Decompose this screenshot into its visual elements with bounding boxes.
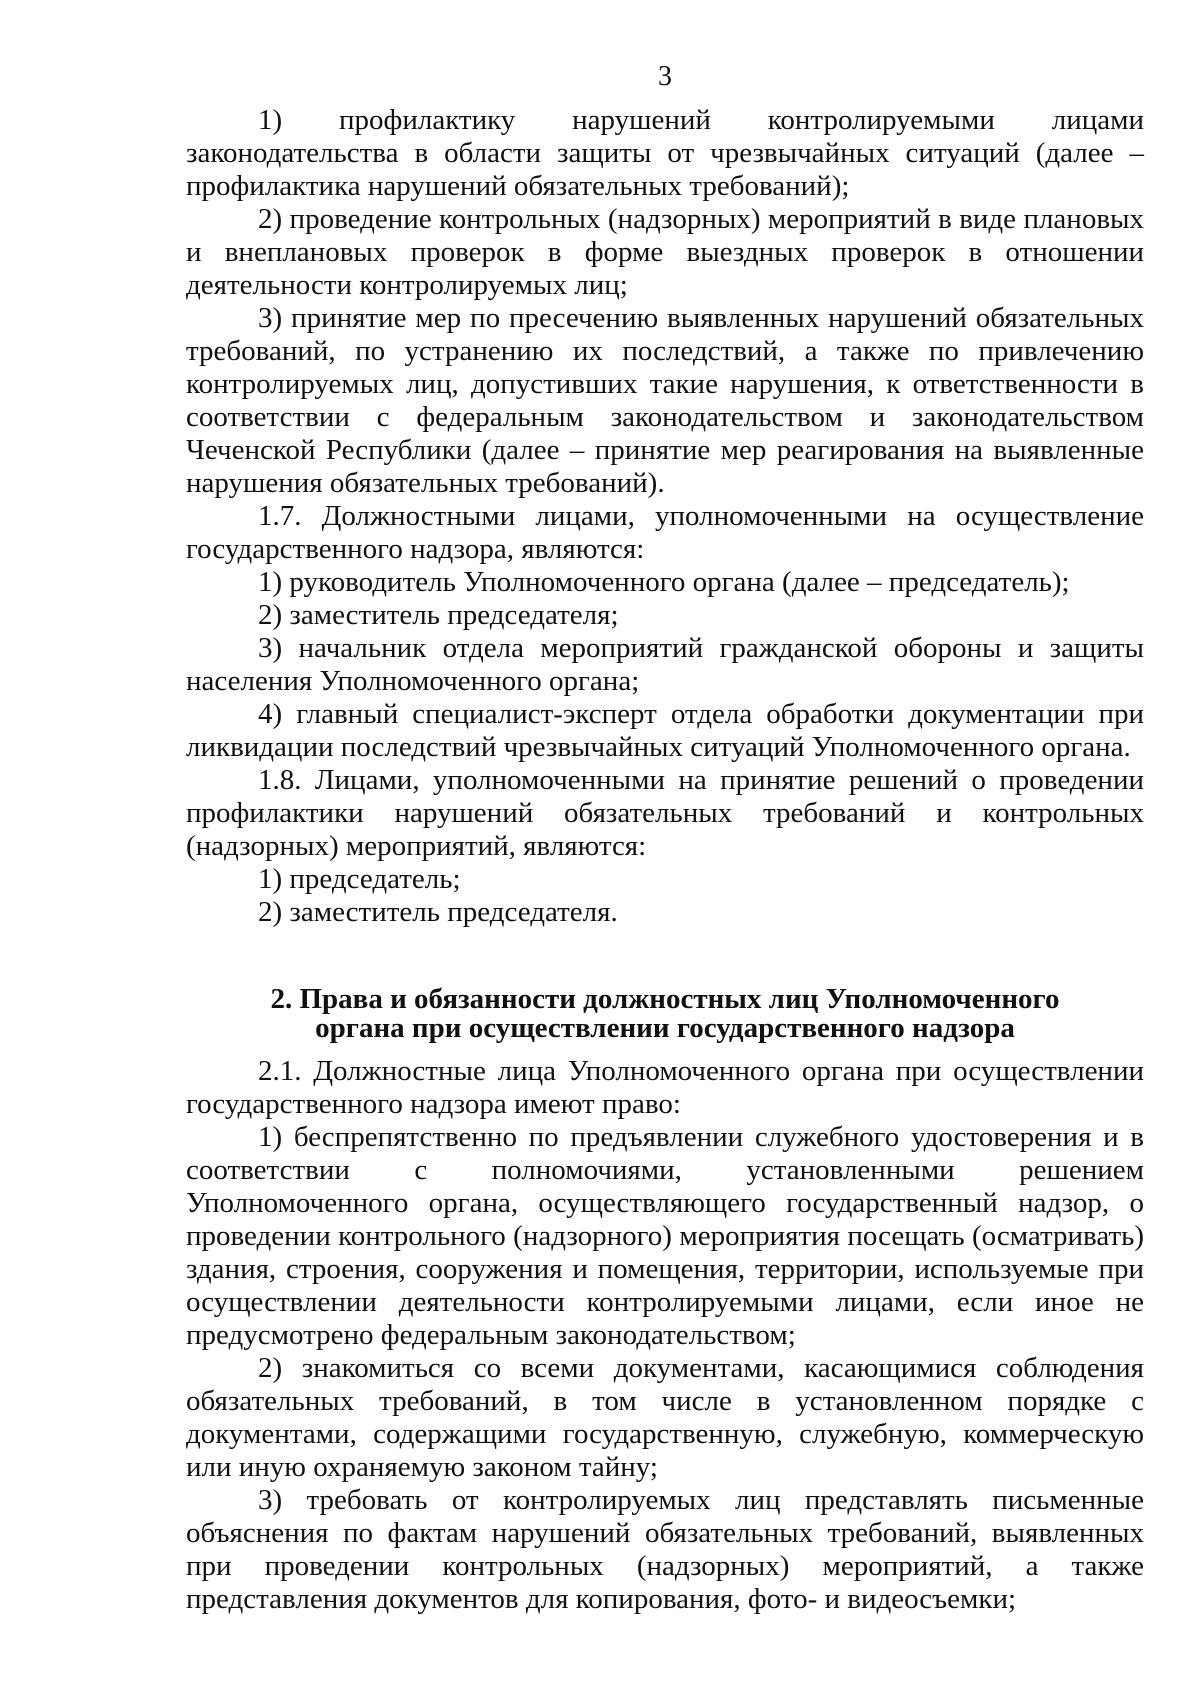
paragraph-1-7-item-3: 3) начальник отдела мероприятий гражданской обороны и защиты населения Уполномоченного органа; (186, 632, 1144, 697)
paragraph-1-7-item-1: 1) руководитель Уполномоченного органа (далее – председатель); (258, 566, 1070, 598)
paragraph-1-8: 1.8. Лицами, уполномоченными на принятие решений о проведении профилактики нарушений обязательных требований и контрольных (надзорных) мероприятий, являются: (186, 764, 1144, 862)
paragraph-1-8-item-1: 1) председатель; (258, 863, 461, 895)
paragraph-2-1: 2.1. Должностные лица Уполномоченного органа при осуществлении государственного надзора имеют право: (186, 1055, 1144, 1120)
paragraph-1-7-item-4: 4) главный специалист-эксперт отдела обработки документации при ликвидации последствий чрезвычайных ситуаций Уполномоченного органа. (186, 698, 1144, 763)
section-heading (186, 985, 1144, 1043)
paragraph-1-6-item-2: 2) проведение контрольных (надзорных) мероприятий в виде плановых и внеплановых проверок в форме выездных проверок в отношении деятельности контролируемых лиц; (186, 203, 1144, 301)
paragraph-1-8-item-2: 2) заместитель председателя. (258, 896, 618, 928)
paragraph-1-6-item-1: 1) профилактику нарушений контролируемыми лицами законодательства в области защиты от чрезвычайных ситуаций (далее – профилактика нарушений обязательных требований); (186, 104, 1144, 202)
document-body (186, 104, 1144, 1616)
paragraph-2-1-item-1: 1) беспрепятственно по предъявлении служебного удостоверения и в соответствии с полномочиями, установленными решением Уполномоченного органа, осуществляющего государственный надзор, о проведении контрольного (надзорного) мероприятия посещать (осматривать) здания, строения, сооружения и помещения, территории, используемые при осуществлении деятельности контролируемыми лицами, если иное не предусмотрено федеральным законодательством; (186, 1121, 1144, 1351)
page-number: 3 (658, 61, 672, 92)
paragraph-2-1-item-3: 3) требовать от контролируемых лиц представлять письменные объяснения по фактам нарушений обязательных требований, выявленных при проведении контрольных (надзорных) мероприятий, а также представления документов для копирования, фото- и видеосъемки; (186, 1484, 1144, 1615)
paragraph-2-1-item-2: 2) знакомиться со всеми документами, касающимися соблюдения обязательных требований, в том числе в установленном порядке с документами, содержащими государственную, служебную, коммерческую или иную охраняемую законом тайну; (186, 1352, 1144, 1483)
paragraph-1-7-item-2: 2) заместитель председателя; (258, 599, 619, 631)
paragraph-1-7: 1.7. Должностными лицами, уполномоченными на осуществление государственного надзора, являются: (186, 500, 1144, 565)
section-heading-line-2: органа при осуществлении государственного надзора (315, 1012, 1015, 1044)
section-heading-line-1: 2. Права и обязанности должностных лиц Уполномоченного (270, 983, 1060, 1015)
paragraph-1-6-item-3: 3) принятие мер по пресечению выявленных нарушений обязательных требований, по устранению их последствий, а также по привлечению контролируемых лиц, допустивших такие нарушения, к ответственности в соответствии с федеральным законодательством и законодательством Чеченской Республики (далее – принятие мер реагирования на выявленные нарушения обязательных требований). (186, 302, 1144, 499)
